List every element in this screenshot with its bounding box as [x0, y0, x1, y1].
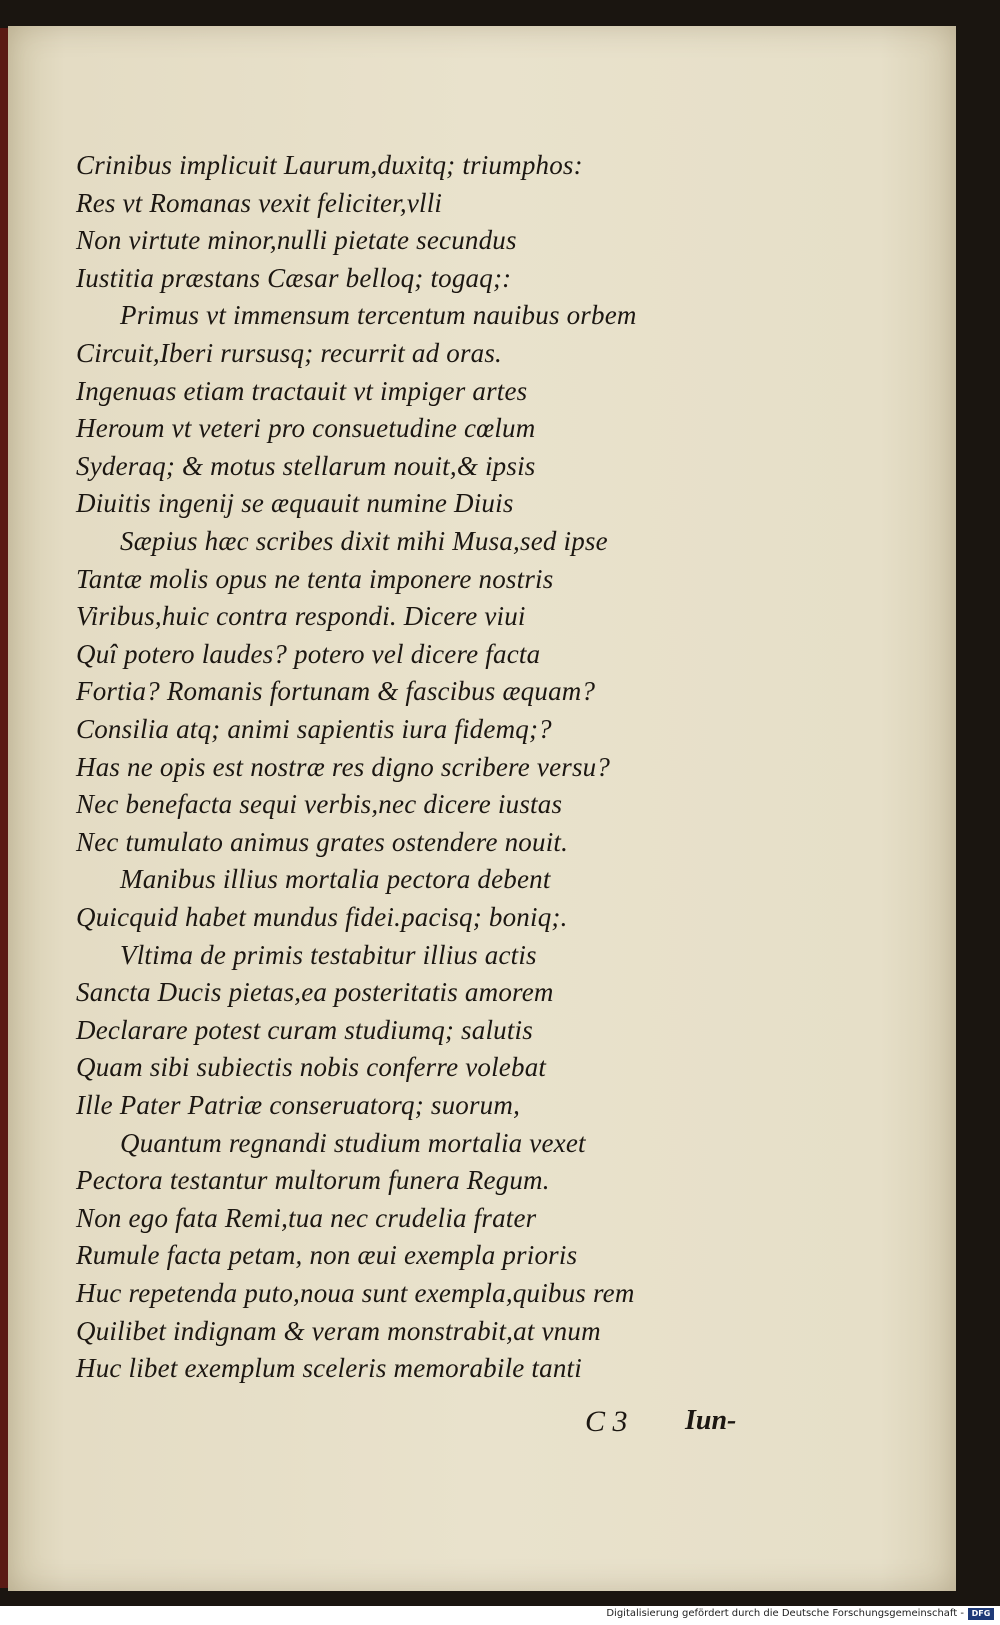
- verse-line: Rumule facta petam, non æui exempla prioris: [76, 1240, 578, 1270]
- verse-line: Pectora testantur multorum funera Regum.: [76, 1165, 550, 1195]
- verse-line: Quî potero laudes? potero vel dicere facta: [76, 639, 541, 669]
- verse-line: Nec benefacta sequi verbis,nec dicere iustas: [76, 789, 563, 819]
- verse-line: Quicquid habet mundus fidei.pacisq; boniq;.: [76, 902, 568, 932]
- verse-line: Diuitis ingenij se æquauit numine Diuis: [76, 488, 514, 518]
- dfg-logo: DFG: [968, 1608, 994, 1620]
- verse-line: Quantum regnandi studium mortalia vexet: [120, 1128, 586, 1158]
- verse-line: Non ego fata Remi,tua nec crudelia frater: [76, 1203, 537, 1233]
- verse-line: Crinibus implicuit Laurum,duxitq; triumphos:: [76, 150, 583, 180]
- verse-line: Nec tumulato animus grates ostendere nouit.: [76, 827, 569, 857]
- verse-line: Primus vt immensum tercentum nauibus orbem: [120, 300, 637, 330]
- verse-line: Non virtute minor,nulli pietate secundus: [76, 225, 517, 255]
- verse-line: Circuit,Iberi rursusq; recurrit ad oras.: [76, 338, 503, 368]
- verse-line: Iustitia præstans Cæsar belloq; togaq;:: [76, 263, 512, 293]
- verse-line: Huc repetenda puto,noua sunt exempla,quibus rem: [76, 1278, 635, 1308]
- signature-mark: C 3: [585, 1405, 628, 1438]
- verse-line: Ingenuas etiam tractauit vt impiger artes: [76, 376, 528, 406]
- verse-line: Vltima de primis testabitur illius actis: [120, 940, 537, 970]
- verse-line: Res vt Romanas vexit feliciter,vlli: [76, 188, 443, 218]
- verse-line: Huc libet exemplum sceleris memorabile tanti: [76, 1353, 582, 1383]
- verse-line: Manibus illius mortalia pectora debent: [120, 864, 551, 894]
- verse-line: Declarare potest curam studiumq; salutis: [76, 1015, 533, 1045]
- verse-line: Syderaq; & motus stellarum nouit,& ipsis: [76, 451, 536, 481]
- verse-line: Heroum vt veteri pro consuetudine cœlum: [76, 413, 536, 443]
- verse-line: Consilia atq; animi sapientis iura fidemq;?: [76, 714, 552, 744]
- verse-line: Quilibet indignam & veram monstrabit,at vnum: [76, 1316, 601, 1346]
- verse-line: Tantæ molis opus ne tenta imponere nostris: [76, 564, 554, 594]
- verse-line: Viribus,huic contra respondi. Dicere viui: [76, 601, 526, 631]
- footer-credit: Digitalisierung gefördert durch die Deutsche Forschungsgemeinschaft -: [606, 1608, 964, 1619]
- catchword: Iun-: [685, 1405, 737, 1436]
- verse-line: Has ne opis est nostræ res digno scribere versu?: [76, 752, 611, 782]
- verse-line: Sæpius hæc scribes dixit mihi Musa,sed ipse: [120, 526, 608, 556]
- verse-line: Ille Pater Patriæ conseruatorq; suorum,: [76, 1090, 521, 1120]
- verse-line: Fortia? Romanis fortunam & fascibus æquam?: [76, 676, 596, 706]
- verse-line: Quam sibi subiectis nobis conferre volebat: [76, 1052, 547, 1082]
- verse-line: Sancta Ducis pietas,ea posteritatis amorem: [76, 977, 554, 1007]
